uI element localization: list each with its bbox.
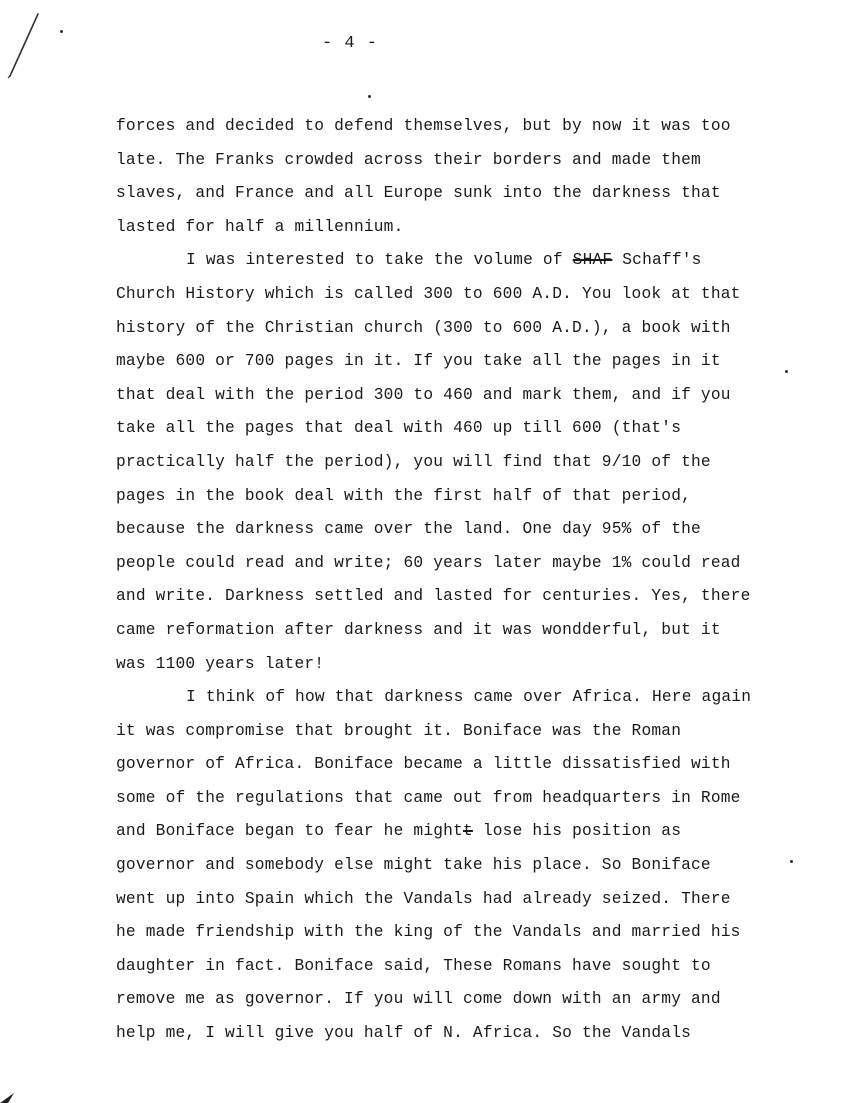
text-line bbox=[116, 379, 796, 413]
text-line bbox=[116, 244, 796, 278]
text-line bbox=[116, 110, 796, 144]
text-segment: governor and somebody else might take his place. So Boniface bbox=[116, 856, 711, 875]
text-segment: some of the regulations that came out from headquarters in Rome bbox=[116, 788, 741, 807]
text-segment: people could read and write; 60 years later maybe 1% could read bbox=[116, 553, 741, 572]
text-line bbox=[116, 815, 796, 849]
text-line bbox=[116, 211, 796, 245]
text-line bbox=[116, 144, 796, 178]
paragraph bbox=[116, 244, 796, 681]
text-segment: and Boniface began to fear he might bbox=[116, 822, 463, 841]
text-segment: it was compromise that brought it. Boniface was the Roman bbox=[116, 721, 682, 740]
text-line bbox=[116, 715, 796, 749]
text-line bbox=[116, 983, 796, 1017]
text-line bbox=[116, 782, 796, 816]
text-line bbox=[116, 446, 796, 480]
text-line bbox=[116, 748, 796, 782]
text-segment: late. The Franks crowded across their borders and made them bbox=[116, 150, 701, 169]
paper-speck bbox=[60, 30, 63, 33]
paper-speck bbox=[790, 860, 793, 863]
paragraph bbox=[116, 681, 796, 1051]
text-segment: came reformation after darkness and it was wondderful, but it bbox=[116, 620, 721, 639]
text-segment: and write. Darkness settled and lasted for centuries. Yes, there bbox=[116, 587, 751, 606]
struck-out-text: SHAF bbox=[572, 251, 613, 270]
text-line bbox=[116, 849, 796, 883]
text-segment: daughter in fact. Boniface said, These Romans have sought to bbox=[116, 956, 711, 975]
text-segment: that deal with the period 300 to 460 and mark them, and if you bbox=[116, 385, 731, 404]
text-segment: he made friendship with the king of the Vandals and married his bbox=[116, 923, 741, 942]
text-line bbox=[116, 312, 796, 346]
corner-smudge bbox=[0, 1083, 30, 1103]
text-segment: Church History which is called 300 to 600 A.D. You look at that bbox=[116, 284, 741, 303]
text-segment: lose his position as bbox=[472, 822, 682, 841]
text-line bbox=[116, 480, 796, 514]
page-number: - 4 - bbox=[321, 34, 378, 53]
text-segment: help me, I will give you half of N. Africa. So the Vandals bbox=[116, 1024, 692, 1043]
text-segment: lasted for half a millennium. bbox=[116, 217, 404, 236]
text-line bbox=[116, 412, 796, 446]
text-line bbox=[116, 916, 796, 950]
text-line bbox=[116, 950, 796, 984]
text-line bbox=[116, 278, 796, 312]
text-segment: I think of how that darkness came over Africa. Here again bbox=[186, 688, 752, 707]
text-segment: slaves, and France and all Europe sunk into the darkness that bbox=[116, 184, 721, 203]
paper-speck bbox=[368, 95, 371, 98]
text-line bbox=[116, 883, 796, 917]
text-line bbox=[116, 1017, 796, 1051]
text-segment: pages in the book deal with the first half of that period, bbox=[116, 486, 692, 505]
text-segment: governor of Africa. Boniface became a little dissatisfied with bbox=[116, 755, 731, 774]
text-line bbox=[116, 547, 796, 581]
text-segment: maybe 600 or 700 pages in it. If you take all the pages in it bbox=[116, 352, 721, 371]
text-line bbox=[116, 345, 796, 379]
text-line bbox=[116, 614, 796, 648]
text-segment: forces and decided to defend themselves, but by now it was too bbox=[116, 117, 731, 135]
text-segment: remove me as governor. If you will come down with an army and bbox=[116, 990, 721, 1009]
text-line bbox=[116, 177, 796, 211]
text-segment: I was interested to take the volume of bbox=[186, 251, 573, 270]
paper-speck bbox=[785, 370, 788, 373]
text-line bbox=[116, 648, 796, 682]
text-segment: Schaff's bbox=[612, 251, 702, 270]
text-line bbox=[116, 681, 796, 715]
struck-out-text: t bbox=[463, 822, 473, 841]
text-segment: because the darkness came over the land. One day 95% of the bbox=[116, 520, 701, 539]
text-line bbox=[116, 513, 796, 547]
text-segment: went up into Spain which the Vandals had already seized. There bbox=[116, 889, 731, 908]
text-segment: practically half the period), you will find that 9/10 of the bbox=[116, 452, 711, 471]
body-text bbox=[116, 110, 796, 1051]
text-line bbox=[116, 580, 796, 614]
text-segment: take all the pages that deal with 460 up till 600 (that's bbox=[116, 419, 682, 438]
text-segment: was 1100 years later! bbox=[116, 654, 325, 673]
paragraph bbox=[116, 110, 796, 244]
text-segment: history of the Christian church (300 to 600 A.D.), a book with bbox=[116, 318, 731, 337]
